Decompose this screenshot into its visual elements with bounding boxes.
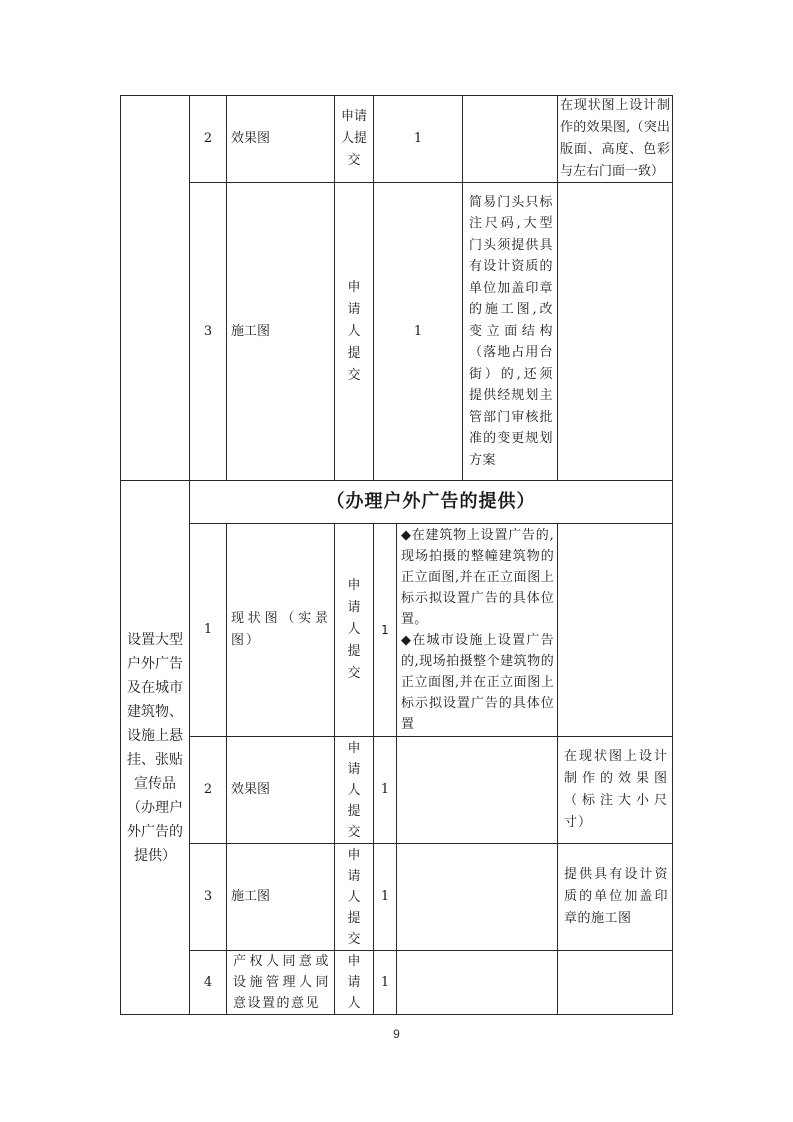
section-heading-cell bbox=[189, 480, 673, 524]
material-count: 1 bbox=[381, 623, 389, 637]
row-number: 1 bbox=[203, 622, 213, 637]
row-number: 2 bbox=[203, 131, 213, 146]
material-name: 现状图（实景图） bbox=[231, 611, 330, 648]
table-row-lower-4-requirement bbox=[396, 950, 558, 1015]
table-row-lower-1-count bbox=[373, 523, 397, 737]
material-count: 1 bbox=[413, 131, 423, 146]
category-label: 设置大型户外广告及在城市建筑物、设施上悬挂、张贴宣传品（办理户外广告的提供） bbox=[127, 631, 183, 864]
row-number: 3 bbox=[203, 323, 213, 339]
table-row-lower-3-name bbox=[226, 843, 335, 951]
table-row-lower-4-name bbox=[226, 950, 335, 1015]
table-row-lower-3-requirement bbox=[396, 843, 558, 951]
table-row-upper-2-count bbox=[373, 182, 463, 481]
table-row-lower-2-source bbox=[334, 736, 374, 844]
material-count: 1 bbox=[413, 323, 423, 339]
material-note: 在现状图上设计制作的效果图（标注大小尺寸） bbox=[564, 749, 668, 830]
table-row-lower-2-name bbox=[226, 736, 335, 844]
row-number: 2 bbox=[203, 782, 213, 797]
material-source: 申请人提交 bbox=[347, 578, 361, 681]
table-row-lower-1-no bbox=[189, 523, 227, 737]
section-heading: （办理户外广告的提供） bbox=[326, 491, 536, 512]
material-source: 申请人提交 bbox=[347, 847, 361, 947]
material-name: 产权人同意或设施管理人同意设置的意见 bbox=[233, 954, 330, 1011]
row-number: 3 bbox=[203, 889, 213, 904]
table-row-upper-1-note bbox=[557, 95, 673, 183]
material-name: 施工图 bbox=[231, 889, 271, 904]
material-name: 施工图 bbox=[231, 323, 271, 339]
table-row-upper-1-requirement bbox=[462, 95, 558, 183]
table-row-lower-1-name bbox=[226, 523, 335, 737]
table-row-lower-3-no bbox=[189, 843, 227, 951]
table-row-lower-1-requirement bbox=[396, 523, 558, 737]
table-row-upper-1-name bbox=[226, 95, 335, 183]
table-row-lower-2-no bbox=[189, 736, 227, 844]
table-row-lower-4-count bbox=[373, 950, 397, 1015]
table-row-lower-1-source bbox=[334, 523, 374, 737]
table-row-lower-4-note bbox=[557, 950, 673, 1015]
table-row-upper-1-source bbox=[334, 95, 374, 183]
material-source: 申请人 bbox=[347, 954, 361, 1011]
table-row-lower-3-note bbox=[557, 843, 673, 951]
table-row-upper-1-count bbox=[373, 95, 463, 183]
table-row-upper-2-no bbox=[189, 182, 227, 481]
material-source: 申请人提交 bbox=[347, 279, 361, 383]
material-count: 1 bbox=[380, 889, 390, 904]
page-number: 9 bbox=[393, 1027, 400, 1041]
material-name: 效果图 bbox=[231, 131, 271, 146]
table-row-lower-4-source bbox=[334, 950, 374, 1015]
table-row-lower-2-count bbox=[373, 736, 397, 844]
table-row-upper-2-requirement bbox=[462, 182, 558, 481]
material-source: 申请人提交 bbox=[340, 109, 367, 168]
row-number: 4 bbox=[203, 974, 213, 990]
material-name: 效果图 bbox=[231, 782, 271, 797]
table-row-lower-1-note bbox=[557, 523, 673, 737]
table-row-lower-3-count bbox=[373, 843, 397, 951]
material-note: 提供具有设计资质的单位加盖印章的施工图 bbox=[564, 867, 668, 926]
table-row-lower-2-requirement bbox=[396, 736, 558, 844]
lower-category-cell bbox=[120, 480, 190, 1015]
table-row-upper-2-source bbox=[334, 182, 374, 481]
material-source: 申请人提交 bbox=[347, 740, 361, 840]
material-note: 在现状图上设计制作的效果图,（突出版面、高度、色彩与左右门面一致） bbox=[560, 98, 670, 179]
table-row-upper-1-no bbox=[189, 95, 227, 183]
table-row-lower-4-no bbox=[189, 950, 227, 1015]
table-row-lower-2-note bbox=[557, 736, 673, 844]
table-row-upper-2-note bbox=[557, 182, 673, 481]
upper-category-cell bbox=[120, 95, 190, 481]
table-row-upper-2-name bbox=[226, 182, 335, 481]
material-requirement: 简易门头只标注尺码,大型门头须提供具有设计资质的单位加盖印章的施工图,改变立面结构（落地占用台街）的,还须提供经规划主管部门审核批准的变更规划方案 bbox=[469, 194, 553, 468]
requirement-bullet-2: ◆在城市设施上设置广告的,现场拍摄整个建筑物的正立面图,并在正立面图上标示拟设置广告的具体位置 bbox=[401, 633, 554, 732]
requirement-bullet-1: ◆在建筑物上设置广告的,现场拍摄的整幢建筑物的正立面图,并在正立面图上标示拟设置广告的具体位置。 bbox=[401, 528, 554, 627]
material-count: 1 bbox=[380, 782, 390, 797]
table-row-lower-3-source bbox=[334, 843, 374, 951]
material-count: 1 bbox=[380, 974, 390, 990]
materials-table bbox=[120, 95, 673, 1015]
